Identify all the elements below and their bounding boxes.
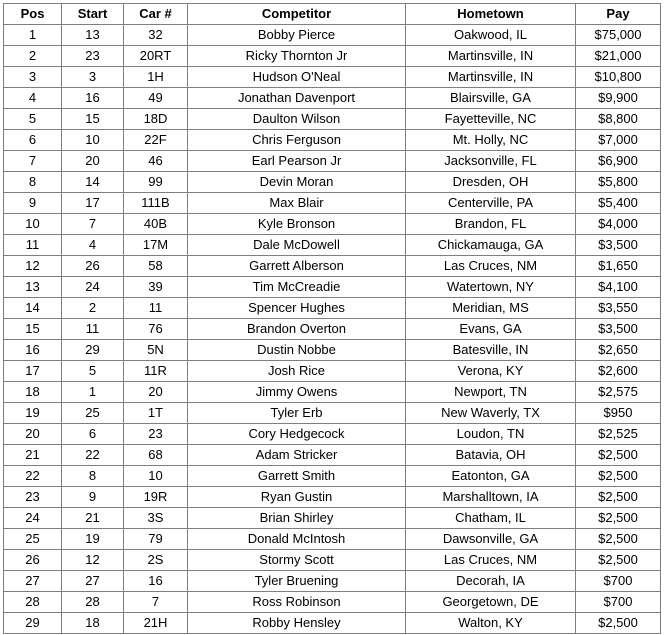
- cell-hometown: Eatonton, GA: [406, 466, 576, 487]
- cell-hometown: Georgetown, DE: [406, 592, 576, 613]
- cell-car-number: 20RT: [124, 46, 188, 67]
- cell-start: 19: [62, 529, 124, 550]
- cell-competitor: Jonathan Davenport: [188, 88, 406, 109]
- cell-pos: 13: [4, 277, 62, 298]
- results-body: [4, 25, 661, 634]
- cell-hometown: Brandon, FL: [406, 214, 576, 235]
- cell-competitor: Tyler Bruening: [188, 571, 406, 592]
- cell-pos: 6: [4, 130, 62, 151]
- cell-start: 7: [62, 214, 124, 235]
- cell-car-number: 68: [124, 445, 188, 466]
- cell-hometown: Jacksonville, FL: [406, 151, 576, 172]
- table-row: [4, 571, 661, 592]
- cell-pos: 17: [4, 361, 62, 382]
- table-row: [4, 466, 661, 487]
- cell-competitor: Ricky Thornton Jr: [188, 46, 406, 67]
- cell-pay: $10,800: [576, 67, 661, 88]
- table-row: [4, 256, 661, 277]
- cell-hometown: Watertown, NY: [406, 277, 576, 298]
- header-competitor: Competitor: [188, 4, 406, 25]
- cell-competitor: Dustin Nobbe: [188, 340, 406, 361]
- table-row: [4, 550, 661, 571]
- cell-car-number: 21H: [124, 613, 188, 634]
- cell-competitor: Garrett Smith: [188, 466, 406, 487]
- cell-competitor: Adam Stricker: [188, 445, 406, 466]
- cell-start: 29: [62, 340, 124, 361]
- cell-start: 15: [62, 109, 124, 130]
- table-row: [4, 172, 661, 193]
- cell-pay: $4,100: [576, 277, 661, 298]
- cell-pos: 26: [4, 550, 62, 571]
- cell-competitor: Ryan Gustin: [188, 487, 406, 508]
- cell-car-number: 7: [124, 592, 188, 613]
- cell-competitor: Kyle Bronson: [188, 214, 406, 235]
- cell-pay: $2,500: [576, 445, 661, 466]
- cell-pay: $9,900: [576, 88, 661, 109]
- cell-pay: $1,650: [576, 256, 661, 277]
- cell-start: 22: [62, 445, 124, 466]
- cell-car-number: 11R: [124, 361, 188, 382]
- cell-car-number: 76: [124, 319, 188, 340]
- table-row: [4, 193, 661, 214]
- cell-hometown: Batavia, OH: [406, 445, 576, 466]
- cell-pay: $2,500: [576, 550, 661, 571]
- cell-competitor: Tim McCreadie: [188, 277, 406, 298]
- cell-pos: 19: [4, 403, 62, 424]
- cell-pos: 21: [4, 445, 62, 466]
- cell-pay: $21,000: [576, 46, 661, 67]
- cell-pay: $2,525: [576, 424, 661, 445]
- cell-pos: 28: [4, 592, 62, 613]
- results-table: [3, 3, 661, 634]
- cell-competitor: Chris Ferguson: [188, 130, 406, 151]
- table-row: [4, 361, 661, 382]
- cell-competitor: Josh Rice: [188, 361, 406, 382]
- cell-pay: $2,575: [576, 382, 661, 403]
- table-row: [4, 67, 661, 88]
- cell-start: 20: [62, 151, 124, 172]
- cell-pos: 10: [4, 214, 62, 235]
- cell-hometown: Blairsville, GA: [406, 88, 576, 109]
- table-row: [4, 340, 661, 361]
- cell-car-number: 22F: [124, 130, 188, 151]
- cell-competitor: Dale McDowell: [188, 235, 406, 256]
- cell-pay: $6,900: [576, 151, 661, 172]
- cell-pay: $75,000: [576, 25, 661, 46]
- cell-car-number: 32: [124, 25, 188, 46]
- cell-hometown: Marshalltown, IA: [406, 487, 576, 508]
- cell-hometown: Verona, KY: [406, 361, 576, 382]
- cell-car-number: 2S: [124, 550, 188, 571]
- cell-start: 1: [62, 382, 124, 403]
- cell-start: 8: [62, 466, 124, 487]
- cell-start: 5: [62, 361, 124, 382]
- cell-car-number: 58: [124, 256, 188, 277]
- cell-competitor: Garrett Alberson: [188, 256, 406, 277]
- table-row: [4, 235, 661, 256]
- cell-pos: 7: [4, 151, 62, 172]
- cell-hometown: Dresden, OH: [406, 172, 576, 193]
- cell-car-number: 5N: [124, 340, 188, 361]
- header-car-number: Car #: [124, 4, 188, 25]
- cell-competitor: Brian Shirley: [188, 508, 406, 529]
- table-row: [4, 382, 661, 403]
- table-row: [4, 319, 661, 340]
- cell-pos: 20: [4, 424, 62, 445]
- cell-pay: $3,550: [576, 298, 661, 319]
- cell-start: 21: [62, 508, 124, 529]
- table-row: [4, 109, 661, 130]
- cell-hometown: Chickamauga, GA: [406, 235, 576, 256]
- cell-pos: 4: [4, 88, 62, 109]
- cell-start: 27: [62, 571, 124, 592]
- cell-pos: 2: [4, 46, 62, 67]
- cell-pos: 8: [4, 172, 62, 193]
- cell-car-number: 11: [124, 298, 188, 319]
- cell-pos: 18: [4, 382, 62, 403]
- cell-start: 25: [62, 403, 124, 424]
- cell-start: 14: [62, 172, 124, 193]
- cell-competitor: Donald McIntosh: [188, 529, 406, 550]
- cell-car-number: 20: [124, 382, 188, 403]
- cell-competitor: Devin Moran: [188, 172, 406, 193]
- cell-start: 9: [62, 487, 124, 508]
- table-row: [4, 46, 661, 67]
- table-row: [4, 25, 661, 46]
- cell-start: 23: [62, 46, 124, 67]
- cell-car-number: 99: [124, 172, 188, 193]
- cell-start: 26: [62, 256, 124, 277]
- cell-competitor: Jimmy Owens: [188, 382, 406, 403]
- table-row: [4, 487, 661, 508]
- cell-car-number: 18D: [124, 109, 188, 130]
- cell-car-number: 49: [124, 88, 188, 109]
- cell-start: 4: [62, 235, 124, 256]
- cell-pay: $2,650: [576, 340, 661, 361]
- cell-car-number: 16: [124, 571, 188, 592]
- cell-start: 16: [62, 88, 124, 109]
- cell-pos: 14: [4, 298, 62, 319]
- cell-pay: $4,000: [576, 214, 661, 235]
- table-row: [4, 151, 661, 172]
- table-row: [4, 214, 661, 235]
- cell-start: 24: [62, 277, 124, 298]
- table-row: [4, 298, 661, 319]
- cell-pay: $2,500: [576, 466, 661, 487]
- cell-pos: 9: [4, 193, 62, 214]
- cell-competitor: Tyler Erb: [188, 403, 406, 424]
- cell-competitor: Max Blair: [188, 193, 406, 214]
- header-pay: Pay: [576, 4, 661, 25]
- cell-competitor: Brandon Overton: [188, 319, 406, 340]
- cell-competitor: Earl Pearson Jr: [188, 151, 406, 172]
- cell-competitor: Robby Hensley: [188, 613, 406, 634]
- cell-car-number: 111B: [124, 193, 188, 214]
- cell-start: 18: [62, 613, 124, 634]
- cell-hometown: Las Cruces, NM: [406, 256, 576, 277]
- cell-car-number: 10: [124, 466, 188, 487]
- cell-start: 6: [62, 424, 124, 445]
- cell-competitor: Ross Robinson: [188, 592, 406, 613]
- cell-hometown: Newport, TN: [406, 382, 576, 403]
- cell-pos: 12: [4, 256, 62, 277]
- cell-pay: $5,800: [576, 172, 661, 193]
- cell-pos: 11: [4, 235, 62, 256]
- cell-pay: $3,500: [576, 235, 661, 256]
- table-row: [4, 445, 661, 466]
- table-row: [4, 277, 661, 298]
- cell-start: 12: [62, 550, 124, 571]
- cell-competitor: Bobby Pierce: [188, 25, 406, 46]
- table-row: [4, 130, 661, 151]
- cell-car-number: 3S: [124, 508, 188, 529]
- cell-pay: $5,400: [576, 193, 661, 214]
- cell-hometown: Dawsonville, GA: [406, 529, 576, 550]
- cell-car-number: 79: [124, 529, 188, 550]
- cell-hometown: Meridian, MS: [406, 298, 576, 319]
- cell-hometown: Fayetteville, NC: [406, 109, 576, 130]
- cell-pos: 15: [4, 319, 62, 340]
- header-hometown: Hometown: [406, 4, 576, 25]
- cell-pos: 27: [4, 571, 62, 592]
- cell-pos: 24: [4, 508, 62, 529]
- cell-pay: $700: [576, 571, 661, 592]
- table-row: [4, 592, 661, 613]
- header-row: [4, 4, 661, 25]
- cell-pay: $3,500: [576, 319, 661, 340]
- cell-car-number: 46: [124, 151, 188, 172]
- cell-start: 11: [62, 319, 124, 340]
- cell-pay: $2,600: [576, 361, 661, 382]
- cell-hometown: Batesville, IN: [406, 340, 576, 361]
- table-row: [4, 508, 661, 529]
- cell-car-number: 23: [124, 424, 188, 445]
- cell-pay: $700: [576, 592, 661, 613]
- cell-pos: 25: [4, 529, 62, 550]
- cell-hometown: Las Cruces, NM: [406, 550, 576, 571]
- table-row: [4, 529, 661, 550]
- cell-car-number: 40B: [124, 214, 188, 235]
- cell-car-number: 17M: [124, 235, 188, 256]
- cell-start: 10: [62, 130, 124, 151]
- table-row: [4, 424, 661, 445]
- table-row: [4, 613, 661, 634]
- cell-car-number: 1T: [124, 403, 188, 424]
- cell-car-number: 19R: [124, 487, 188, 508]
- cell-hometown: Chatham, IL: [406, 508, 576, 529]
- cell-hometown: Decorah, IA: [406, 571, 576, 592]
- cell-start: 2: [62, 298, 124, 319]
- cell-pay: $2,500: [576, 529, 661, 550]
- cell-hometown: Centerville, PA: [406, 193, 576, 214]
- cell-hometown: Martinsville, IN: [406, 46, 576, 67]
- cell-pay: $2,500: [576, 613, 661, 634]
- cell-hometown: Evans, GA: [406, 319, 576, 340]
- cell-pay: $950: [576, 403, 661, 424]
- cell-pos: 16: [4, 340, 62, 361]
- cell-start: 13: [62, 25, 124, 46]
- table-row: [4, 88, 661, 109]
- cell-competitor: Cory Hedgecock: [188, 424, 406, 445]
- cell-hometown: Martinsville, IN: [406, 67, 576, 88]
- cell-pos: 29: [4, 613, 62, 634]
- cell-pay: $2,500: [576, 487, 661, 508]
- cell-competitor: Spencer Hughes: [188, 298, 406, 319]
- cell-start: 3: [62, 67, 124, 88]
- cell-hometown: Mt. Holly, NC: [406, 130, 576, 151]
- cell-hometown: Walton, KY: [406, 613, 576, 634]
- cell-start: 28: [62, 592, 124, 613]
- cell-hometown: Oakwood, IL: [406, 25, 576, 46]
- cell-start: 17: [62, 193, 124, 214]
- cell-pay: $2,500: [576, 508, 661, 529]
- cell-competitor: Stormy Scott: [188, 550, 406, 571]
- cell-pay: $8,800: [576, 109, 661, 130]
- table-row: [4, 403, 661, 424]
- cell-pos: 5: [4, 109, 62, 130]
- header-pos: Pos: [4, 4, 62, 25]
- cell-hometown: Loudon, TN: [406, 424, 576, 445]
- cell-car-number: 39: [124, 277, 188, 298]
- cell-pos: 23: [4, 487, 62, 508]
- cell-pos: 22: [4, 466, 62, 487]
- cell-hometown: New Waverly, TX: [406, 403, 576, 424]
- cell-competitor: Hudson O'Neal: [188, 67, 406, 88]
- cell-pay: $7,000: [576, 130, 661, 151]
- cell-pos: 3: [4, 67, 62, 88]
- cell-competitor: Daulton Wilson: [188, 109, 406, 130]
- cell-pos: 1: [4, 25, 62, 46]
- cell-car-number: 1H: [124, 67, 188, 88]
- header-start: Start: [62, 4, 124, 25]
